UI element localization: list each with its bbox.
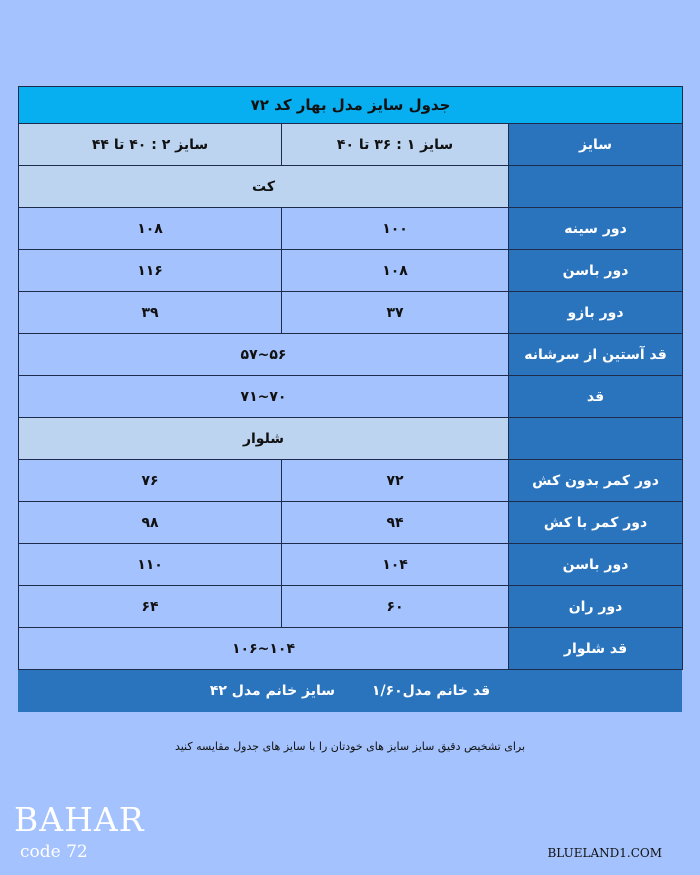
size-2-value: ۱۰۸ <box>19 208 282 250</box>
model-info-bar <box>18 670 682 712</box>
row-label: دور بازو <box>509 292 683 334</box>
size-1-value: ۱۰۸ <box>282 250 509 292</box>
table-row <box>19 376 683 418</box>
model-height: قد خانم مدل۱/۶۰ <box>371 683 491 699</box>
model-size: سایز خانم مدل ۴۲ <box>209 683 336 699</box>
row-label: دور کمر با کش <box>509 502 683 544</box>
size-2-value: ۷۶ <box>19 460 282 502</box>
merged-value: ۷۰~۷۱ <box>19 376 509 418</box>
table-row <box>19 208 683 250</box>
header-row <box>19 124 683 166</box>
row-label: دور باسن <box>509 250 683 292</box>
table-row <box>19 460 683 502</box>
size-2-value: ۳۹ <box>19 292 282 334</box>
pants-section-title: شلوار <box>19 418 509 460</box>
size-2-value: ۶۴ <box>19 586 282 628</box>
pants-section-row <box>19 418 683 460</box>
table-title: جدول سایز مدل بهار کد ۷۲ <box>19 87 683 124</box>
size-1-header: سایز ۱ : ۳۶ تا ۴۰ <box>282 124 509 166</box>
table-row <box>19 628 683 670</box>
size-2-value: ۹۸ <box>19 502 282 544</box>
row-label: قد <box>509 376 683 418</box>
merged-value: ۱۰۴~۱۰۶ <box>19 628 509 670</box>
size-2-header: سایز ۲ : ۴۰ تا ۴۴ <box>19 124 282 166</box>
table-row <box>19 292 683 334</box>
size-1-value: ۳۷ <box>282 292 509 334</box>
size-1-value: ۱۰۴ <box>282 544 509 586</box>
row-label: دور باسن <box>509 544 683 586</box>
size-1-value: ۱۰۰ <box>282 208 509 250</box>
section-label-cell <box>509 418 683 460</box>
table-row <box>19 502 683 544</box>
website: BLUELAND1.COM <box>547 846 662 860</box>
table-row <box>19 586 683 628</box>
size-label: سایز <box>509 124 683 166</box>
row-label: قد آستین از سرشانه <box>509 334 683 376</box>
title-row <box>19 87 683 124</box>
table-row <box>19 544 683 586</box>
table-row <box>19 250 683 292</box>
table-row <box>19 334 683 376</box>
size-1-value: ۷۲ <box>282 460 509 502</box>
row-label: دور کمر بدون کش <box>509 460 683 502</box>
row-label: قد شلوار <box>509 628 683 670</box>
size-1-value: ۶۰ <box>282 586 509 628</box>
size-1-value: ۹۴ <box>282 502 509 544</box>
row-label: دور ران <box>509 586 683 628</box>
size-2-value: ۱۱۶ <box>19 250 282 292</box>
brand-name: BAHAR <box>14 800 145 839</box>
jacket-section-title: کت <box>19 166 509 208</box>
row-label: دور سینه <box>509 208 683 250</box>
size-2-value: ۱۱۰ <box>19 544 282 586</box>
section-label-cell <box>509 166 683 208</box>
size-table <box>18 86 683 670</box>
size-chart <box>18 86 682 712</box>
product-code: code 72 <box>20 842 88 862</box>
jacket-section-row <box>19 166 683 208</box>
merged-value: ۵۶~۵۷ <box>19 334 509 376</box>
size-note: برای تشخیص دقیق سایز سایز های خودتان را با سایز های جدول مقایسه کنید <box>174 740 526 753</box>
